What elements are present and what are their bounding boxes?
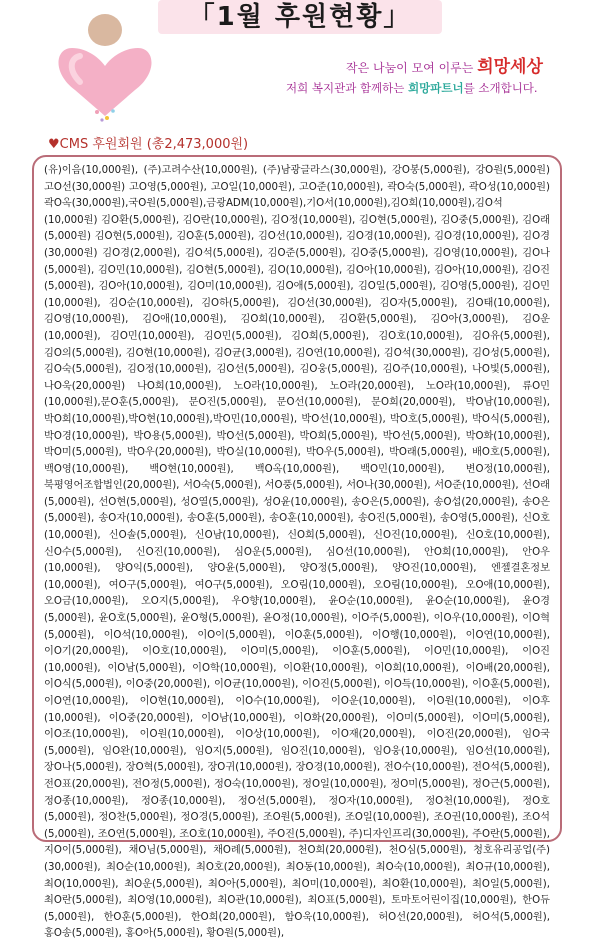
subtitle-line-2-prefix: 저희 복지관과 함께하는 bbox=[286, 81, 409, 95]
subtitle-line-2 bbox=[286, 80, 538, 96]
donor-list: (유)이음(10,000원), (주)고려수산(10,000원), (주)남광글라스(30,000원), 강O봉(5,000원), 강O원(5,000원) 고O선(30,000원) 고O영(5,000원), 고O일(10,000원), 고O준(10,000원), 곽O숙(5,000원), 곽O성(10,000원) 곽O옥(30,000원),국O원(5,000원),금광ADM(10,000원),기O서(10,000원),김O희(10,000원),김O석(10,000원) 김O환(5,000원), 김O란(10,000원), 김O정(10,000원), 김O현(5,000원), 김O중(5,000원), 김O래(5,000원) 김O현(5,000원), 김O훈(5,000원), 김O선(10,000원), 김O경(10,000원), 김O경(10,000원), 김O경(30,000원) 김O경(2,000원), 김O석(5,000원), 김O준(5,000원), 김O중(5,000원), 김O영(10,000원), 김O나(5,000원), 김O민(10,000원), 김O현(5,000원), 김O(10,000원), 김O아(10,000원), 김O아(10,000원), 김O진(5,000원), 김O아(10,000원), 김O미(10,000원), 김O애(5,000원), 김O일(5,000원), 김O영(5,000원), 김O민(10,000원), 김O순(10,000원), 김O하(5,000원), 김O선(30,000원), 김O자(5,000원), 김O태(10,000원), 김O영(10,000원), 김O애(10,000원), 김O희(10,000원), 김O환(5,000원), 김O아(3,000원), 김O운(10,000원), 김O민(10,000원), 김O민(5,000원), 김O희(5,000원), 김O호(10,000원), 김O유(5,000원), 김O의(5,000원), 김O현(10,000원), 김O균(3,000원), 김O연(10,000원), 김O석(30,000원), 김O성(5,000원), 김O숙(5,000원), 김O정(10,000원), 김O선(5,000원), 김O웅(5,000원), 김O주(10,000원), 나O빛(5,000원), 나O욱(20,000원) 나O희(10,000원), 노O라(10,000원), 노O라(20,000원), 노O라(10,000원), 류O민(10,000원),문O훈(5,000원), 문O진(5,000원), 문O선(10,000원), 문O희(20,000원), 박O남(10,000원), 박O희(10,000원),박O현(10,000원),박O민(10,000원), 박O선(10,000원), 박O호(5,000원), 박O식(5,000원), 박O경(10,000원), 박O용(5,000원), 박O선(5,000원), 박O희(5,000원), 박O선(5,000원), 박O화(10,000원), 박O미(5,000원), 박O우(20,000원), 박O실(10,000원), 박O우(5,000원), 박O래(5,000원), 배O호(5,000원), 백O영(10,000원), 백O현(10,000원), 백O옥(10,000원), 백O민(10,000원), 변O정(10,000원), 북평영어조합법인(20,000원), 서O숙(5,000원), 서O풍(5,000원), 서O나(30,000원), 서O준(10,000원), 선O래(5,000원), 선O현(5,000원), 성O열(5,000원), 성O윤(10,000원), 송O은(5,000원), 송O섭(20,000원), 송O은(5,000원), 송O자(10,000원), 송O훈(5,000원), 송O훈(10,000원), 송O진(5,000원), 송O영(5,000원), 신O호(10,000원), 신O솔(5,000원), 신O남(10,000원), 신O희(5,000원), 신O진(10,000원), 신O호(10,000원), 신O수(5,000원), 신O진(10,000원), 심O운(5,000원), 심O선(10,000원), 안O희(10,000원), 안O우(10,000원), 양O익(5,000원), 양O윤(5,000원), 양O정(5,000원), 양O진(10,000원), 엔젤결혼정보(10,000원), 여O구(5,000원), 여O구(5,000원), 오O림(10,000원), 오O림(10,000원), 오O애(10,000원), 오O금(10,000원), 오O지(5,000원), 우O향(10,000원), 윤O순(10,000원), 윤O순(10,000원), 윤O경(5,000원), 윤O호(5,000원), 윤O형(5,000원), 윤O정(10,000원), 이O주(5,000원), 이O우(10,000원), 이O혁(5,000원), 이O석(10,000원), 이O이(5,000원), 이O훈(5,000원), 이O행(10,000원), 이O연(10,000원), 이O기(20,000원), 이O호(10,000원), 이O미(5,000원), 이O훈(5,000원), 이O민(10,000원), 이O진(10,000원), 이O남(5,000원), 이O학(10,000원), 이O환(10,000원), 이O희(10,000원), 이O배(20,000원), 이O식(5,000원), 이O중(20,000원), 이O균(10,000원), 이O진(5,000원), 이O득(10,000원), 이O훈(5,000원), 이O연(10,000원), 이O현(10,000원), 이O수(10,000원), 이O운(10,000원), 이O원(10,000원), 이O후(10,000원), 이O중(20,000원), 이O남(10,000원), 이O화(20,000원), 이O미(5,000원), 이O미(5,000원), 이O조(10,000원), 이O원(10,000원), 이O상(10,000원), 이O재(20,000원), 이O진(20,000원), 임O국(5,000원), 임O완(10,000원), 임O지(5,000원), 임O진(10,000원), 임O웅(10,000원), 임O선(10,000원), 장O나(5,000원), 장O혁(5,000원), 장O귀(10,000원), 장O경(10,000원), 전O수(10,000원), 전O석(5,000원), 전O표(20,000원), 전O정(5,000원), 정O숙(10,000원), 정O일(10,000원), 정O미(5,000원), 정O근(5,000원), 정O종(10,000원), 정O종(10,000원), 정O선(5,000원), 정O자(10,000원), 정O천(10,000원), 정O호(5,000원), 정O찬(5,000원), 정O경(5,000원), 조O원(5,000원), 조O일(10,000원), 조O권(10,000원), 조O석(5,000원), 조O연(5,000원), 조O호(10,000원), 주O진(5,000원), 주)디자인프리(30,000원), 주O란(5,000원), 지O이(5,000원), 채O님(5,000원), 채O례(5,000원), 천O희(20,000원), 천O심(5,000원), 청호유리공업(주)(30,000원), 최O순(10,000원), 최O호(20,000원), 최O동(10,000원), 최O숙(10,000원), 최O규(10,000원), 최O(10,000원), 최O운(5,000원), 최O아(5,000원), 최O미(10,000원), 최O환(10,000원), 최O일(5,000원), 최O란(5,000원), 최O영(10,000원), 최O관(10,000원), 최O표(5,000원), 토마토어린이집(10,000원), 한O듀(5,000원), 한O훈(5,000원), 한O희(20,000원), 함O욱(10,000원), 허O선(20,000원), 허O석(5,000원), 홍O송(5,000원), 홍O아(5,000원), 황O원(5,000원), bbox=[44, 165, 550, 940]
heart-balloon-illustration bbox=[50, 8, 160, 123]
subtitle-line-1-text: 작은 나눔이 모여 이루는 bbox=[346, 61, 478, 75]
section-heading bbox=[48, 133, 248, 152]
brand-hope-world: 희망세상 bbox=[477, 57, 543, 77]
brand-hope-partner: 희망파트너 bbox=[408, 81, 464, 95]
subtitle-line-1 bbox=[346, 52, 543, 77]
subtitle-line-2-suffix: 를 소개합니다. bbox=[463, 81, 538, 95]
donor-list-frame bbox=[32, 155, 562, 940]
page-title: 「1월 후원현황」 bbox=[188, 2, 412, 32]
header bbox=[0, 0, 600, 125]
section-title: CMS 후원회원 (총2,473,000원) bbox=[59, 137, 249, 152]
heart-icon: ♥ bbox=[48, 137, 60, 152]
